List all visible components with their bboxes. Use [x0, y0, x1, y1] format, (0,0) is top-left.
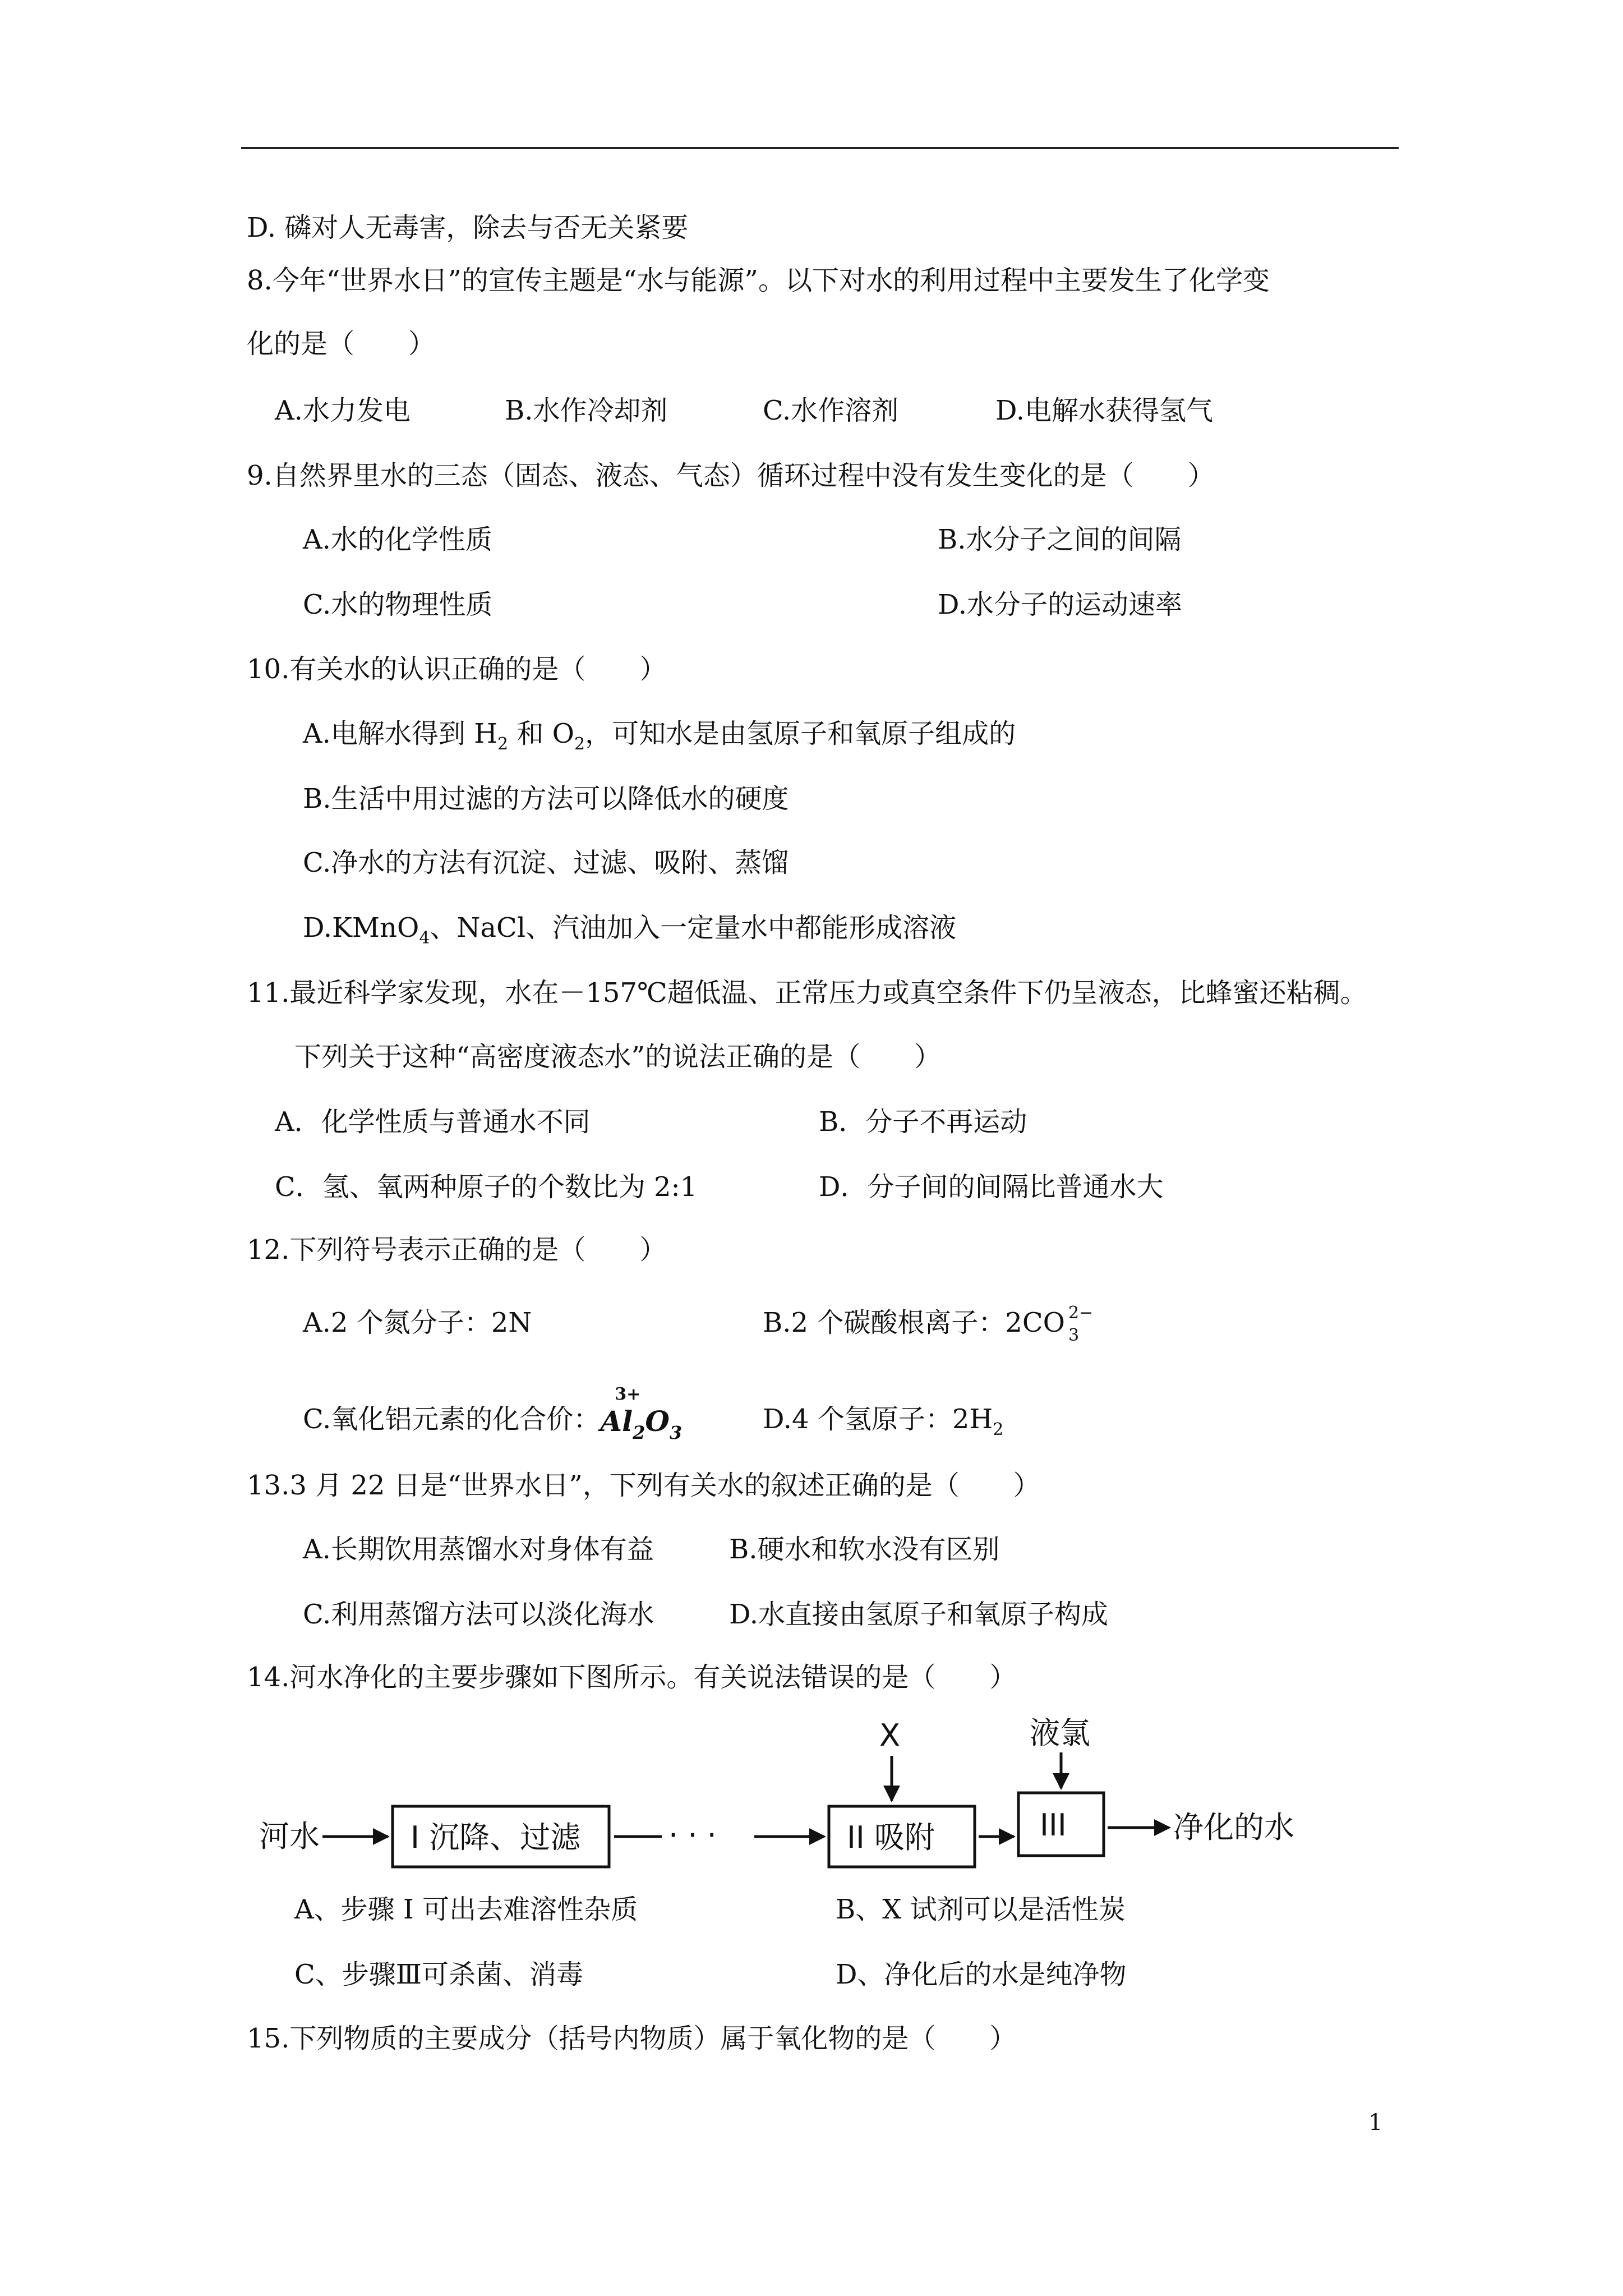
reagent-x-label: X: [879, 1718, 900, 1753]
question-9-option-a: A.水的化学性质: [303, 524, 492, 555]
step2-label: II 吸附: [847, 1820, 935, 1855]
question-11-option-c: C．氢、氧两种原子的个数比为 2:1: [275, 1171, 698, 1203]
question-14-option-c: C、步骤Ⅲ可杀菌、消毒: [294, 1959, 584, 1990]
liquid-chlorine-label: 液氯: [1030, 1715, 1090, 1751]
question-13-option-a: A.长期饮用蒸馏水对身体有益: [303, 1534, 654, 1565]
page-number: 1: [1368, 2110, 1383, 2136]
question-11-option-a: A．化学性质与普通水不同: [275, 1106, 591, 1138]
question-11-option-d: D．分子间的间隔比普通水大: [819, 1171, 1164, 1203]
alumina-valence-formula: 3+ $Al_2O_3$: [600, 1384, 683, 1443]
header-rule: [241, 147, 1399, 149]
question-12-option-c: C.氧化铝元素的化合价： 3+ $Al_2O_3$: [303, 1404, 684, 1435]
step3-label: III: [1040, 1807, 1067, 1843]
question-10-option-b: B.生活中用过滤的方法可以降低水的硬度: [303, 783, 789, 815]
step3-box: [1018, 1793, 1104, 1856]
question-14-option-d: D、净化后的水是纯净物: [836, 1959, 1127, 1990]
river-water-label: 河水: [259, 1819, 320, 1854]
question-8-stem-line2: 化的是（ ）: [247, 328, 436, 360]
question-11-stem-line2: 下列关于这种“高密度液态水”的说法正确的是（ ）: [294, 1041, 942, 1073]
question-8-stem-line1: 8.今年“世界水日”的宣传主题是“水与能源”。以下对水的利用过程中主要发生了化学变: [247, 265, 1270, 296]
question-12-option-b: B.2 个碳酸根离子：2CO 2− 3: [763, 1303, 1094, 1345]
step1-label: I 沉降、过滤: [411, 1820, 581, 1855]
question-10-option-d: D.KMnO$_4$、NaCl、汽油加入一定量水中都能形成溶液: [303, 912, 957, 948]
question-9-option-c: C.水的物理性质: [303, 589, 493, 620]
question-8-option-b: B.水作冷却剂: [505, 395, 668, 426]
step2-box: [829, 1806, 975, 1867]
question-15-stem: 15.下列物质的主要成分（括号内物质）属于氧化物的是（ ）: [247, 2023, 1017, 2054]
question-13-option-c: C.利用蒸馏方法可以淡化海水: [303, 1599, 654, 1630]
question-11-option-b: B．分子不再运动: [819, 1106, 1027, 1138]
question-9-option-b: B.水分子之间的间隔: [938, 524, 1182, 555]
question-8-option-d: D.电解水获得氢气: [995, 395, 1214, 426]
purified-water-label: 净化的水: [1173, 1810, 1294, 1845]
question-12-option-a: A.2 个氮分子：2N: [303, 1307, 532, 1338]
question-8-option-a: A.水力发电: [275, 395, 411, 426]
question-9-stem: 9.自然界里水的三态（固态、液态、气态）循环过程中没有发生变化的是（ ）: [247, 460, 1215, 491]
question-14-option-b: B、X 试剂可以是活性炭: [836, 1894, 1126, 1925]
question-12-option-d: D.4 个氢原子：$2H_2$: [763, 1404, 1004, 1439]
question-10-stem: 10.有关水的认识正确的是（ ）: [247, 654, 667, 685]
question-13-option-d: D.水直接由氢原子和氧原子构成: [729, 1599, 1109, 1630]
option-d-previous: D. 磷对人无毒害，除去与否无关紧要: [247, 212, 689, 243]
question-13-stem: 13.3 月 22 日是“世界水日”，下列有关水的叙述正确的是（ ）: [247, 1470, 1040, 1501]
question-10-option-c: C.净水的方法有沉淀、过滤、吸附、蒸馏: [303, 847, 789, 878]
question-9-option-d: D.水分子的运动速率: [938, 589, 1183, 620]
question-8-option-c: C.水作溶剂: [763, 395, 899, 426]
question-10-option-a: A.电解水得到 $H_2$ 和 $O_2$，可知水是由氢原子和氧原子组成的: [303, 718, 1016, 754]
question-13-option-b: B.硬水和软水没有区别: [729, 1534, 1000, 1565]
question-12-stem: 12.下列符号表示正确的是（ ）: [247, 1234, 667, 1266]
question-14-option-a: A、步骤 I 可出去难溶性杂质: [294, 1894, 638, 1925]
question-14-stem: 14.河水净化的主要步骤如下图所示。有关说法错误的是（ ）: [247, 1662, 1017, 1693]
step1-box: [393, 1806, 609, 1867]
dots-ellipsis: · · ·: [668, 1818, 717, 1853]
question-11-stem-line1: 11.最近科学家发现，水在－157℃超低温、正常压力或真空条件下仍呈液态，比蜂蜜还粘稠。: [247, 977, 1367, 1009]
